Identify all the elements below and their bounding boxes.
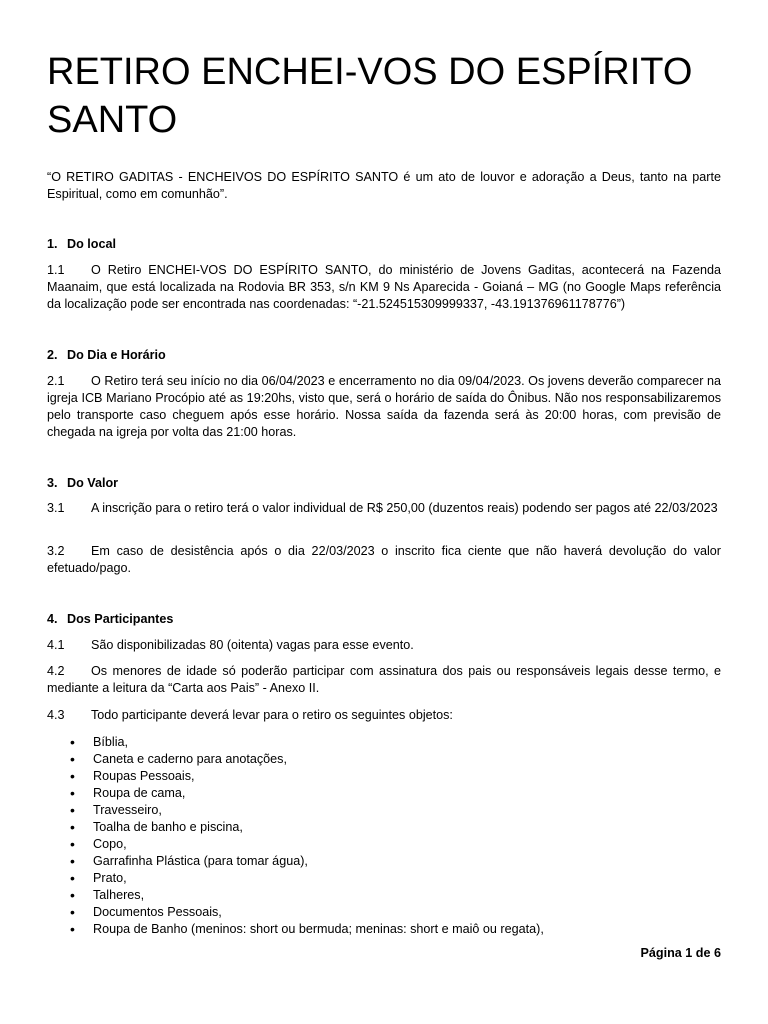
section-number: 4.	[47, 612, 58, 626]
section-number: 3.	[47, 476, 58, 490]
section-number: 1.	[47, 237, 58, 251]
list-item: • Travesseiro,	[47, 802, 721, 819]
clause-4-2	[47, 663, 721, 697]
list-item: • Prato,	[47, 870, 721, 887]
section-heading-valor	[47, 475, 118, 492]
clause-number: 3.1	[47, 501, 65, 515]
list-item: • Talheres,	[47, 887, 721, 904]
section-title: Do Dia e Horário	[67, 348, 166, 362]
clause-1-1	[47, 262, 721, 313]
clause-text: Todo participante deverá levar para o retiro os seguintes objetos:	[91, 708, 453, 722]
clause-4-3	[47, 707, 721, 724]
clause-text: O Retiro ENCHEI-VOS DO ESPÍRITO SANTO, do ministério de Jovens Gaditas, acontecerá na Fazenda Maanaim, que está localizada na Rodovia BR 353, s/n KM 9 Ns Aparecida - Goianá – MG (no Google Maps referência da localização pode ser encontrada nas coordenadas: “-21.524515309999337, -43.191376961178776”)	[47, 263, 721, 311]
clause-3-1	[47, 500, 721, 517]
clause-4-1	[47, 637, 721, 654]
list-item: • Garrafinha Plástica (para tomar água),	[47, 853, 721, 870]
clause-number: 4.3	[47, 708, 65, 722]
list-item: • Bíblia,	[47, 734, 721, 751]
clause-3-2	[47, 543, 721, 577]
list-item: • Documentos Pessoais,	[47, 904, 721, 921]
page-number: Página 1 de 6	[640, 946, 721, 960]
list-item: • Roupas Pessoais,	[47, 768, 721, 785]
clause-text: São disponibilizadas 80 (oitenta) vagas para esse evento.	[91, 638, 414, 652]
section-heading-participantes	[47, 611, 173, 628]
list-item: • Copo,	[47, 836, 721, 853]
section-heading-dia	[47, 347, 166, 364]
clause-text: A inscrição para o retiro terá o valor individual de R$ 250,00 (duzentos reais) podendo ser pagos até 22/03/2023	[91, 501, 718, 515]
clause-number: 3.2	[47, 544, 65, 558]
clause-number: 1.1	[47, 263, 65, 277]
section-title: Dos Participantes	[67, 612, 174, 626]
list-item: • Toalha de banho e piscina,	[47, 819, 721, 836]
document-title: RETIRO ENCHEI-VOS DO ESPÍRITO SANTO	[47, 51, 693, 141]
clause-text: Os menores de idade só poderão participar com assinatura dos pais ou responsáveis legais desse termo, e mediante a leitura da “Carta aos Pais” - Anexo II.	[47, 664, 721, 695]
list-item: • Roupa de Banho (meninos: short ou bermuda; meninas: short e maiô ou regata),	[47, 921, 721, 938]
section-title: Do Valor	[67, 476, 119, 490]
intro-paragraph: “O RETIRO GADITAS - ENCHEIVOS DO ESPÍRITO SANTO é um ato de louvor e adoração a Deus, tanto na parte Espiritual, como em comunhão”.	[47, 170, 721, 201]
section-number: 2.	[47, 348, 58, 362]
section-heading-local	[47, 236, 116, 253]
clause-number: 2.1	[47, 374, 65, 388]
list-item: • Caneta e caderno para anotações,	[47, 751, 721, 768]
clause-text: O Retiro terá seu início no dia 06/04/2023 e encerramento no dia 09/04/2023. Os jovens deverão comparecer na igreja ICB Mariano Procópio até as 19:20hs, visto que, será o horário de saída do Ônibus. Não nos responsabilizaremos pelo transporte caso cheguem após esse horário. Nossa saída da fazenda será às 20:00 horas, com previsão de chegada na igreja por volta das 21:00 horas.	[47, 374, 721, 439]
clause-2-1	[47, 373, 721, 441]
objects-list	[47, 734, 721, 938]
clause-text: Em caso de desistência após o dia 22/03/2023 o inscrito fica ciente que não haverá devolução do valor efetuado/pago.	[47, 544, 721, 575]
section-title: Do local	[67, 237, 116, 251]
list-item: • Roupa de cama,	[47, 785, 721, 802]
clause-number: 4.1	[47, 638, 65, 652]
clause-number: 4.2	[47, 664, 65, 678]
